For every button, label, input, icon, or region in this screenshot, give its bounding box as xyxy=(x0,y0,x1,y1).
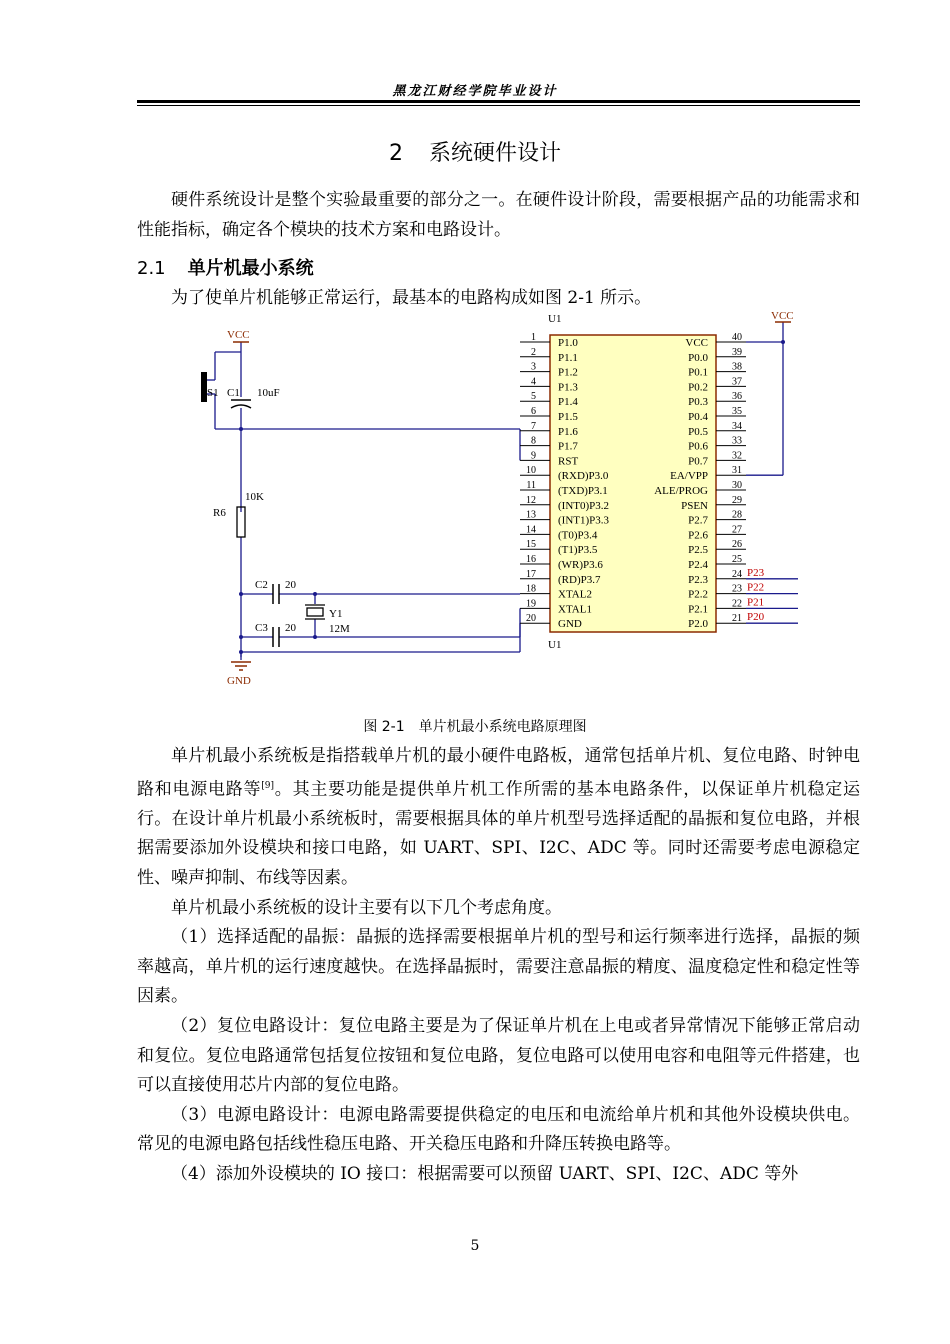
pin-number: 39 xyxy=(732,346,742,358)
r6-label: R6 xyxy=(213,507,226,519)
pin-name-5: P1.4 xyxy=(558,396,578,409)
pin-number: 6 xyxy=(531,406,536,417)
body-text xyxy=(137,742,860,1190)
intro-paragraph xyxy=(137,186,860,245)
pin-name-15: (T1)P3.5 xyxy=(558,544,598,557)
pin-name-11: (TXD)P3.1 xyxy=(558,485,608,497)
pin-name-31: EA/VPP xyxy=(670,470,708,483)
page-number: 5 xyxy=(470,1238,480,1254)
s1-label: S1 xyxy=(207,387,219,399)
pin-number: 19 xyxy=(526,598,536,610)
pin-name-17: (RD)P3.7 xyxy=(558,573,601,586)
pin-name-29: PSEN xyxy=(681,499,708,512)
pin-number: 2 xyxy=(531,346,536,358)
pin-number: 7 xyxy=(531,420,536,432)
pin-number: 26 xyxy=(732,539,742,551)
pin-number: 21 xyxy=(732,613,742,625)
figure-caption-number: 图 2-1 xyxy=(363,719,405,735)
pin-name-10: (RXD)P3.0 xyxy=(558,470,609,483)
pin-name-3: P1.2 xyxy=(558,366,578,379)
pin-name-34: P0.5 xyxy=(688,425,708,438)
pin-number: 30 xyxy=(732,480,742,491)
net-label-P22: P22 xyxy=(747,581,765,594)
c3-label: C3 xyxy=(255,622,268,634)
pin-name-7: P1.6 xyxy=(558,425,578,438)
pin-number: 4 xyxy=(531,376,536,388)
pin-name-28: P2.7 xyxy=(688,514,708,527)
figure-intro-paragraph xyxy=(137,284,860,314)
junction xyxy=(239,427,243,431)
chapter-title xyxy=(0,136,950,167)
pin-name-26: P2.5 xyxy=(688,544,708,557)
chapter-number: 2 xyxy=(388,141,403,166)
pin-number: 11 xyxy=(526,480,536,491)
pin-number: 14 xyxy=(526,524,536,536)
pin-number: 29 xyxy=(732,494,742,506)
chip-label-top: U1 xyxy=(548,313,562,325)
c3-value: 20 xyxy=(285,622,296,634)
pin-name-19: XTAL1 xyxy=(558,603,592,616)
gnd-label: GND xyxy=(227,675,251,687)
pin-number: 18 xyxy=(526,583,536,595)
pin-name-24: P2.3 xyxy=(688,573,708,586)
pin-name-37: P0.2 xyxy=(688,381,708,394)
pin-number: 10 xyxy=(526,465,536,477)
pin-name-21: P2.0 xyxy=(688,618,708,631)
pin-number: 3 xyxy=(531,361,536,373)
pin-name-30: ALE/PROG xyxy=(654,485,708,497)
intro-text: 硬件系统设计是整个实验最重要的部分之一。在硬件设计阶段，需要根据产品的功能需求和性能指标，确定各个模块的技术方案和电路设计。 xyxy=(137,190,860,240)
pin-number: 33 xyxy=(732,435,742,447)
body-paragraph-2: 单片机最小系统板的设计主要有以下几个考虑角度。 xyxy=(171,897,562,918)
chapter-title-text: 系统硬件设计 xyxy=(428,141,561,166)
mcu-chip xyxy=(550,335,716,632)
junction xyxy=(313,592,317,596)
header-rule-thick xyxy=(137,100,860,103)
pin-name-25: P2.4 xyxy=(688,559,708,571)
body-paragraph-4: （2）复位电路设计：复位电路主要是为了保证单片机在上电或者异常情况下能够正常启动和复位。复位电路通常包括复位按钮和复位电路，复位电路可以使用电容和电阻等元件搭建，也可以直接使用芯片内部的复位电路。 xyxy=(137,1016,860,1096)
pin-name-12: (INT0)P3.2 xyxy=(558,499,610,512)
pin-number: 35 xyxy=(732,406,742,417)
pin-number: 40 xyxy=(732,332,742,343)
pin-number: 15 xyxy=(526,539,536,551)
pin-number: 32 xyxy=(732,450,742,462)
figure-caption-text: 单片机最小系统电路原理图 xyxy=(418,719,587,735)
pin-number: 36 xyxy=(732,391,742,403)
junction xyxy=(239,650,243,654)
pin-name-23: P2.2 xyxy=(688,588,708,601)
pin-number: 34 xyxy=(732,420,742,432)
pin-number: 37 xyxy=(732,376,742,388)
pin-name-2: P1.1 xyxy=(558,351,578,364)
section-heading xyxy=(137,254,314,280)
junction xyxy=(239,592,243,596)
pin-number: 25 xyxy=(732,554,742,565)
pin-name-40: VCC xyxy=(685,337,708,349)
body-paragraph-3: （1）选择适配的晶振：晶振的选择需要根据单片机的型号和运行频率进行选择，晶振的频率越高，单片机的运行速度越快。在选择晶振时，需要注意晶振的精度、温度稳定性和稳定性等因素。 xyxy=(137,927,860,1007)
r6-value: 10K xyxy=(245,491,264,503)
pin-number: 24 xyxy=(732,568,742,580)
c1-label: C1 xyxy=(227,387,240,399)
pin-name-1: P1.0 xyxy=(558,337,578,349)
pin-number: 9 xyxy=(531,450,536,462)
c2-label: C2 xyxy=(255,579,268,591)
net-label-P23: P23 xyxy=(747,566,765,579)
pin-number: 22 xyxy=(732,598,742,610)
section-number: 2.1 xyxy=(137,258,166,279)
pin-number: 16 xyxy=(526,554,536,565)
body-paragraph-6: （4）添加外设模块的 IO 接口：根据需要可以预留 UART、SPI、I2C、ADC 等外 xyxy=(171,1163,799,1184)
chip-label-bottom: U1 xyxy=(548,639,562,651)
pin-name-27: P2.6 xyxy=(688,529,708,542)
citation-ref: [9] xyxy=(261,780,275,791)
pin-number: 17 xyxy=(526,568,536,580)
pin-name-39: P0.0 xyxy=(688,351,708,364)
pin-name-38: P0.1 xyxy=(688,366,708,379)
pin-number: 38 xyxy=(732,361,742,373)
header-rule-thin xyxy=(137,105,860,106)
c2-value: 20 xyxy=(285,579,296,591)
pin-name-32: P0.7 xyxy=(688,455,708,468)
body-paragraph-1 xyxy=(137,742,860,894)
junction xyxy=(313,635,317,639)
pin-name-8: P1.7 xyxy=(558,440,578,453)
pin-number: 23 xyxy=(732,583,742,595)
pin-number: 27 xyxy=(732,524,742,536)
figure-caption xyxy=(0,716,950,736)
body-paragraph-1-text: 单片机最小系统板是指搭载单片机的最小硬件电路板，通常包括单片机、复位电路、时钟电路和电源电路等 xyxy=(137,746,860,800)
pin-name-22: P2.1 xyxy=(688,603,708,616)
y1-value: 12M xyxy=(329,623,350,635)
pin-name-36: P0.3 xyxy=(688,396,708,409)
pin-name-6: P1.5 xyxy=(558,411,578,423)
pin-name-18: XTAL2 xyxy=(558,588,592,601)
c1-plate xyxy=(231,405,251,408)
pin-number: 20 xyxy=(526,613,536,625)
pin-number: 12 xyxy=(526,494,536,506)
pin-number: 5 xyxy=(531,391,536,403)
body-paragraph-1-cont: 其主要功能是提供单片机工作所需的基本电路条件，以保证单片机稳定运行。在设计单片机最小系统板时，需要根据具体的单片机型号选择适配的晶振和复位电路，并根据需要添加外设模块和接口电路，如 UART、SPI、I2C、ADC 等。同时还需要考虑电源稳定性、噪声抑制、布线等因素。 xyxy=(137,779,861,889)
c1-value: 10uF xyxy=(257,387,280,399)
junction xyxy=(781,340,785,344)
vcc-label-left: VCC xyxy=(227,329,250,341)
pin-name-13: (INT1)P3.3 xyxy=(558,514,610,527)
body-paragraph-5: （3）电源电路设计：电源电路需要提供稳定的电压和电流给单片机和其他外设模块供电。常见的电源电路包括线性稳压电路、开关稳压电路和升降压转换电路等。 xyxy=(137,1104,860,1155)
pin-number: 31 xyxy=(732,465,742,477)
pin-name-14: (T0)P3.4 xyxy=(558,529,598,542)
pin-number: 28 xyxy=(732,509,742,521)
schematic-figure xyxy=(193,312,803,697)
vcc-label-right: VCC xyxy=(771,312,794,322)
pin-name-4: P1.3 xyxy=(558,381,578,394)
pin-name-35: P0.4 xyxy=(688,411,708,423)
y1-crystal xyxy=(307,608,323,616)
pin-name-33: P0.6 xyxy=(688,440,708,453)
pin-number: 1 xyxy=(531,332,536,343)
pin-number: 8 xyxy=(531,435,536,447)
junction xyxy=(239,635,243,639)
page-header: 黑龙江财经学院毕业设计 xyxy=(392,84,558,99)
net-label-P20: P20 xyxy=(747,611,765,624)
figure-intro-text: 为了使单片机能够正常运行，最基本的电路构成如图 2-1 所示。 xyxy=(171,288,652,308)
section-title: 单片机最小系统 xyxy=(187,258,314,279)
body-paragraph-1-tail: 。 xyxy=(274,779,293,800)
y1-label: Y1 xyxy=(329,608,343,620)
pin-name-16: (WR)P3.6 xyxy=(558,559,603,571)
net-label-P21: P21 xyxy=(747,596,765,609)
pin-number: 13 xyxy=(526,509,536,521)
pin-name-9: RST xyxy=(558,455,579,468)
pin-name-20: GND xyxy=(558,618,582,631)
